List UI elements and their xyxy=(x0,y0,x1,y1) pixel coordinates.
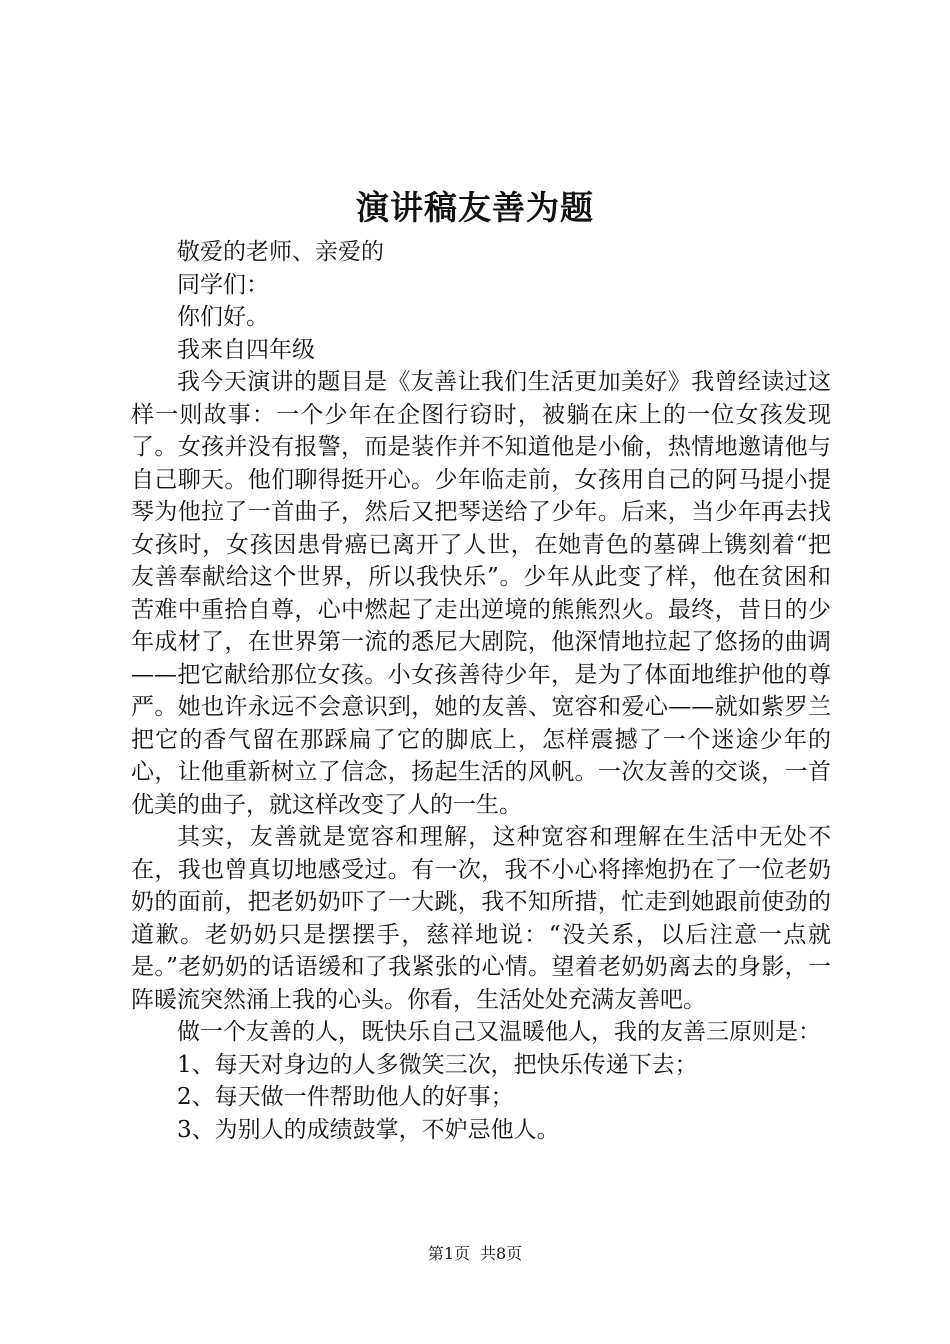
paragraph-principle-1: 1、每天对身边的人多微笑三次，把快乐传递下去； xyxy=(177,1051,698,1078)
paragraph-experience: 其实，友善就是宽容和理解，这种宽容和理解在生活中无处不在，我也曾真切地感受过。有一次，我不小心将摔炮扔在了一位老奶奶的面前，把老奶奶吓了一大跳，我不知所措，忙走到她跟前使劲的道歉。老奶奶只是摆摆手，慈祥地说：“没关系，以后注意一点就是。”老奶奶的话语缓和了我紧张的心情。望着老奶奶离去的身影，一阵暖流突然涌上我的心头。你看，生活处处充满友善吧。 xyxy=(131,824,831,1013)
page-total: 共8页 xyxy=(480,1244,523,1263)
paragraph-salutation-2: 同学们： xyxy=(177,271,269,298)
paragraph-intro: 我来自四年级 xyxy=(177,336,315,363)
paragraph-principle-3: 3、为别人的成绩鼓掌，不妒忌他人。 xyxy=(177,1116,560,1143)
page-footer xyxy=(0,1244,950,1264)
page-number: 第1页 xyxy=(427,1244,470,1263)
paragraph-greeting: 你们好。 xyxy=(177,304,269,330)
document-body xyxy=(131,236,831,1146)
paragraph-principle-2: 2、每天做一件帮助他人的好事； xyxy=(177,1084,514,1110)
paragraph-principles-intro: 做一个友善的人，既快乐自己又温暖他人，我的友善三原则是： xyxy=(177,1019,821,1045)
document-title: 演讲稿友善为题 xyxy=(356,188,594,227)
paragraph-salutation-1: 敬爱的老师、亲爱的 xyxy=(177,239,384,265)
paragraph-story: 我今天演讲的题目是《友善让我们生活更加美好》我曾经读过这样一则故事：一个少年在企图行窃时，被躺在床上的一位女孩发现了。女孩并没有报警，而是装作并不知道他是小偷，热情地邀请他与自己聊天。他们聊得挺开心。少年临走前，女孩用自己的阿马提小提琴为他拉了一首曲子，然后又把琴送给了少年。后来，当少年再去找女孩时，女孩因患骨癌已离开了人世，在她青色的墓碑上镌刻着“把友善奉献给这个世界，所以我快乐”。少年从此变了样，他在贫困和苦难中重拾自尊，心中燃起了走出逆境的熊熊烈火。最终，昔日的少年成材了，在世界第一流的悉尼大剧院，他深情地拉起了悠扬的曲调——把它献给那位女孩。小女孩善待少年，是为了体面地维护他的尊严。她也许永远不会意识到，她的友善、宽容和爱心——就如紫罗兰把它的香气留在那踩扁了它的脚底上，怎样震撼了一个迷途少年的心，让他重新树立了信念，扬起生活的风帆。一次友善的交谈，一首优美的曲子，就这样改变了人的一生。 xyxy=(131,369,831,818)
